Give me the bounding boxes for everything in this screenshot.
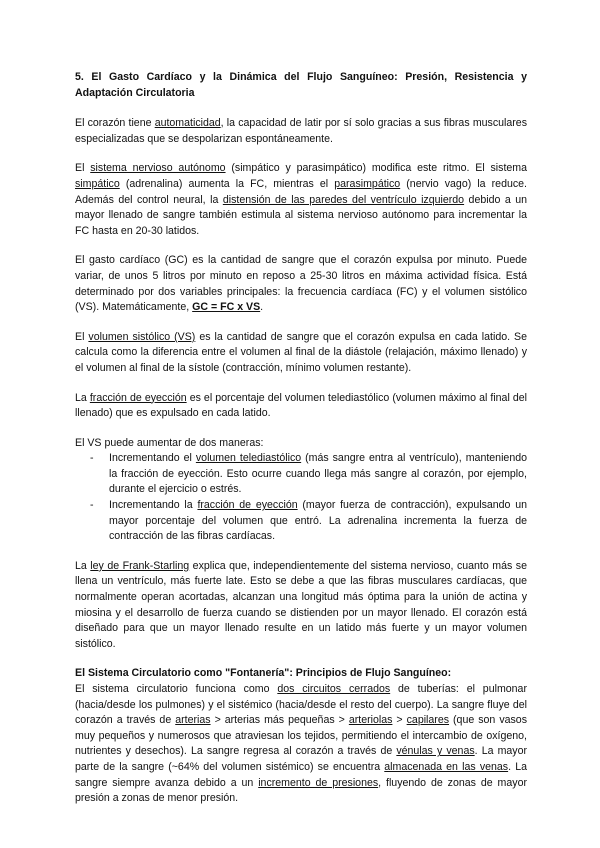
text: El <box>75 162 91 175</box>
term-arterias: arterias <box>175 714 211 727</box>
term-fraccion-eyeccion: fracción de eyección <box>89 391 187 404</box>
text: Incrementando la <box>109 499 198 512</box>
text: (que son vasos muy pequeños y numerosos que atraviesan los tejidos, permitiendo el intercambio de oxígeno, nutrientes y desechos). La sangre regresa al corazón a través de <box>75 714 527 758</box>
text: (adrenalina) aumenta la FC, mientras el <box>119 177 335 190</box>
term-venulas-venas: vénulas y venas <box>396 745 475 758</box>
text: . La mayor parte de la sangre (~64% del volumen sistémico) se encuentra <box>75 745 528 773</box>
text: Incrementando el <box>109 452 196 465</box>
text: . La sangre siempre avanza debido a un <box>75 760 527 789</box>
text: El sistema circulatorio funciona como <box>75 683 278 695</box>
text: El corazón tiene <box>75 117 155 130</box>
term-distension: distensión de las paredes del ventrículo izquierdo <box>222 193 465 206</box>
term-circuitos-cerrados: dos circuitos cerrados <box>277 683 391 695</box>
term-simpatico: simpático <box>75 177 120 190</box>
list-intro: El VS puede aumentar de dos maneras: <box>75 436 264 449</box>
paragraph-sistema-nervioso <box>75 161 527 239</box>
term-almacenada-venas: almacenada en las venas <box>384 760 509 773</box>
term-frank-starling: ley de Frank-Starling <box>90 559 190 572</box>
text: debido a un mayor llenado de sangre también estimula al sistema nervioso autónomo para incrementar la FC hasta en 20-30 latidos. <box>75 193 527 237</box>
paragraph-frank-starling <box>75 559 527 653</box>
text: > arterias más pequeñas > <box>210 714 349 727</box>
term-volumen-sistolico: volumen sistólico (VS) <box>88 330 196 343</box>
section-title: 5. El Gasto Cardíaco y la Dinámica del Flujo Sanguíneo: Presión, Resistencia y Adaptación Circulatoria <box>75 71 527 99</box>
document-page <box>75 70 527 821</box>
list-item <box>90 451 527 498</box>
text: de tuberías: el pulmonar (hacia/desde los pulmones) y el sistémico (hacia/desde el resto del cuerpo). La sangre fluye del corazón a través de <box>75 683 527 727</box>
term-volumen-telediastolico: volumen telediastólico <box>195 452 302 465</box>
text: (mayor fuerza de contracción), expulsando un mayor porcentaje del volumen que entró. La adrenalina incrementa la fuerza de contracción de las fibras cardíacas. <box>109 499 527 543</box>
paragraph-volumen-sistolico <box>75 330 527 377</box>
text: La <box>75 559 91 572</box>
paragraph-gasto-cardiaco <box>75 253 527 315</box>
term-capilares: capilares <box>406 714 450 727</box>
term-parasimpatico: parasimpático <box>334 177 401 190</box>
text: El <box>75 330 89 343</box>
text: (nervio vago) la reduce. Además del control neural, la <box>75 177 527 206</box>
paragraph-sistema-circulatorio <box>75 682 527 807</box>
text: es la cantidad de sangre que el corazón expulsa en cada latido. Se calcula como la diferencia entre el volumen al final de la diástole (relajación, máximo llenado) y el volumen al final de la sístole (contracción, mínimo volumen restante). <box>75 330 528 374</box>
text: , fluyendo de zonas de mayor presión a zonas de menor presión. <box>75 776 527 805</box>
term-sistema-nervioso-autonomo: sistema nervioso autónomo <box>90 162 226 175</box>
text: explica que, independientemente del sistema nervioso, cuanto más se llena un ventrículo, más fuerte late. Esto se debe a que las fibras musculares cardíacas, que normalmente operan acortadas, alcanzan una longitud más óptima para la unión de actina y miosina y el desarrollo de fuerza cuando se distienden por un mayor llenado. El corazón está diseñado para que un mayor llenado resulte en un latido más fuerte y un mayor volumen sistólico. <box>75 559 527 650</box>
term-arteriolas: arteriolas <box>348 714 393 727</box>
dash-bullet: - <box>90 452 94 465</box>
term-fraccion-eyeccion: fracción de eyección <box>197 499 298 512</box>
dash-bullet: - <box>90 499 94 512</box>
term-automaticidad: automaticidad <box>154 117 221 130</box>
text: , la capacidad de latir por sí solo gracias a sus fibras musculares especializadas que se despolarizan espontáneamente. <box>75 117 527 145</box>
list-item <box>90 498 527 545</box>
term-incremento-presiones: incremento de presiones <box>258 776 379 789</box>
text: > <box>392 714 407 727</box>
text: La <box>75 391 90 404</box>
text: (más sangre entra al ventrículo), manteniendo la fracción de eyección. Esto ocurre cuando llega más sangre al corazón, por ejemplo, durante el ejercicio o estrés. <box>109 452 527 496</box>
formula-gc: GC = FC x VS <box>192 301 261 314</box>
text: El gasto cardíaco (GC) es la cantidad de sangre que el corazón expulsa por minuto. Puede variar, de unos 5 litros por minuto en reposo a 25-30 litros en máxima actividad física. Está determinado por dos variables principales: la frecuencia cardíaca (FC) y el volumen sistólico (VS). Matemáticamente, <box>75 254 527 314</box>
paragraph-automaticidad <box>75 116 527 147</box>
text: es el porcentaje del volumen telediastólico (volumen máximo al final del llenado) que es expulsado en cada latido. <box>75 391 527 420</box>
text: (simpático y parasimpático) modifica este ritmo. El sistema <box>225 162 527 175</box>
section-heading-fontaneria: El Sistema Circulatorio como "Fontanería": Principios de Flujo Sanguíneo: <box>75 667 452 680</box>
text: . <box>260 301 264 314</box>
vs-increase-list <box>75 451 527 545</box>
paragraph-fraccion-eyeccion <box>75 391 527 422</box>
